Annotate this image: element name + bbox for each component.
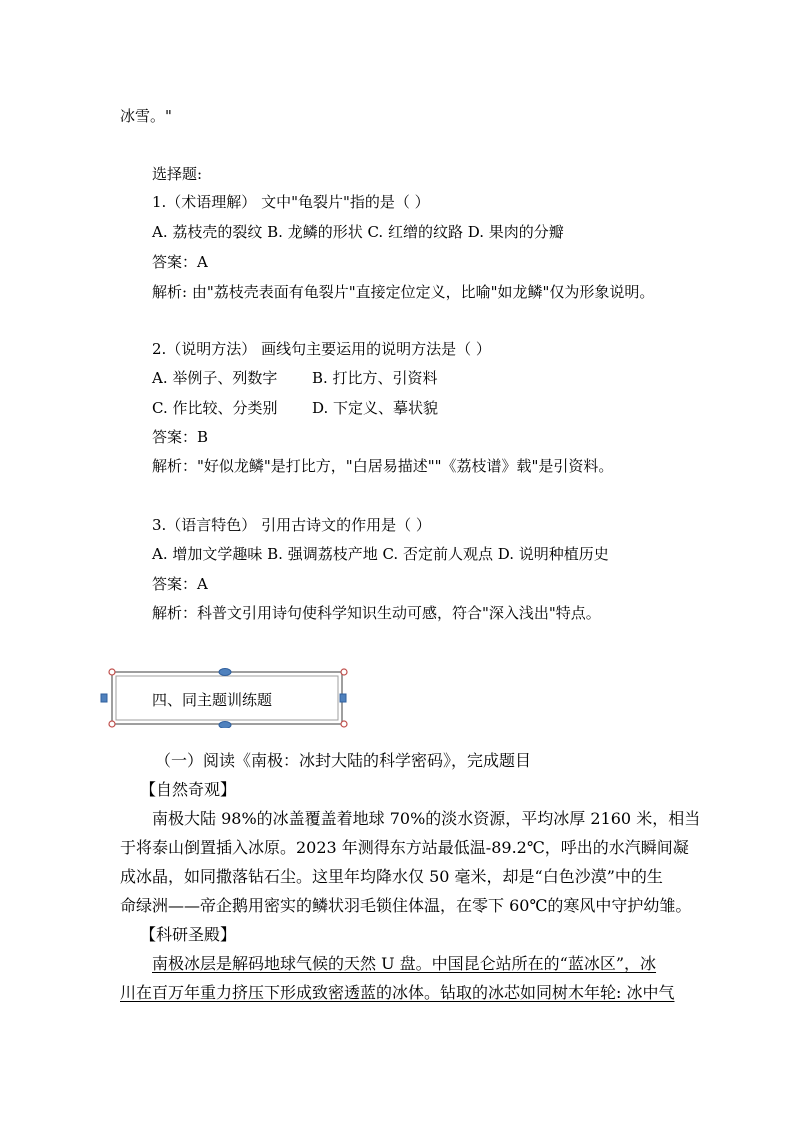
q3-analysis: 解析：科普文引用诗句使科学知识生动可感，符合"深入浅出"特点。: [152, 604, 601, 622]
p1-line-3: 成冰晶，如同撒落钻石尘。这里年均降水仅 50 毫米，却是“白色沙漠”中的生: [120, 867, 663, 886]
q3-options: A. 增加文学趣味 B. 强调荔枝产地 C. 否定前人观点 D. 说明种植历史: [152, 545, 609, 563]
q3-stem: 3.（语言特色） 引用古诗文的作用是（ ）: [152, 516, 431, 534]
q2-option-c: C. 作比较、分类别: [152, 399, 278, 417]
p1-line-1: 南极大陆 98%的冰盖覆盖着地球 70%的淡水资源，平均冰厚 2160 米，相当: [152, 809, 701, 828]
resize-handle-right[interactable]: [340, 694, 346, 702]
q2-option-d: D. 下定义、摹状貌: [312, 399, 439, 417]
q2-stem: 2.（说明方法） 画线句主要运用的说明方法是（ ）: [152, 340, 491, 358]
q2-analysis: 解析："好似龙鳞"是打比方，"白居易描述""《荔枝谱》载"是引资料。: [152, 457, 614, 475]
q2-answer: 答案：B: [152, 428, 209, 446]
heading-natural-wonders: 【自然奇观】: [140, 780, 237, 799]
resize-handle-bottom[interactable]: [219, 722, 231, 729]
resize-handle-top-right[interactable]: [341, 669, 347, 675]
q1-stem: 1.（术语理解） 文中"龟裂片"指的是（ ）: [152, 193, 430, 211]
resize-handle-top[interactable]: [219, 669, 231, 676]
top-fragment: 冰雪。": [120, 107, 172, 125]
section-title: 选择题:: [152, 165, 203, 183]
q2-option-a: A. 举例子、列数字: [152, 369, 278, 387]
q1-answer: 答案：A: [152, 253, 208, 271]
heading-research: 【科研圣殿】: [140, 925, 237, 944]
part4-subtitle: （一）阅读《南极：冰封大陆的科学密码》，完成题目: [155, 751, 532, 770]
resize-handle-bottom-right[interactable]: [341, 721, 347, 727]
p2-line-1: 南极冰层是解码地球气候的天然 U 盘。中国昆仑站所在的“蓝冰区”，冰: [152, 954, 657, 973]
q1-options: A. 荔枝壳的裂纹 B. 龙鳞的形状 C. 红缯的纹路 D. 果肉的分瓣: [152, 223, 564, 241]
resize-handle-top-left[interactable]: [109, 669, 115, 675]
p1-line-2: 于将泰山倒置插入冰原。2023 年测得东方站最低温-89.2℃，呼出的水汽瞬间凝: [120, 838, 689, 857]
resize-handle-bottom-left[interactable]: [109, 721, 115, 727]
p1-line-4: 命绿洲——帝企鹅用密实的鳞状羽毛锁住体温，在零下 60℃的寒风中守护幼雏。: [120, 896, 692, 915]
q2-option-b: B. 打比方、引资料: [312, 369, 438, 387]
p2-line-2: 川在百万年重力挤压下形成致密透蓝的冰体。钻取的冰芯如同树木年轮: 冰中气: [120, 983, 675, 1002]
resize-handle-left[interactable]: [101, 694, 107, 702]
q1-analysis: 解析: 由"荔枝壳表面有龟裂片"直接定位定义，比喻"如龙鳞"仅为形象说明。: [152, 283, 655, 301]
q3-answer: 答案：A: [152, 575, 208, 593]
part4-title: 四、同主题训练题: [152, 691, 273, 709]
